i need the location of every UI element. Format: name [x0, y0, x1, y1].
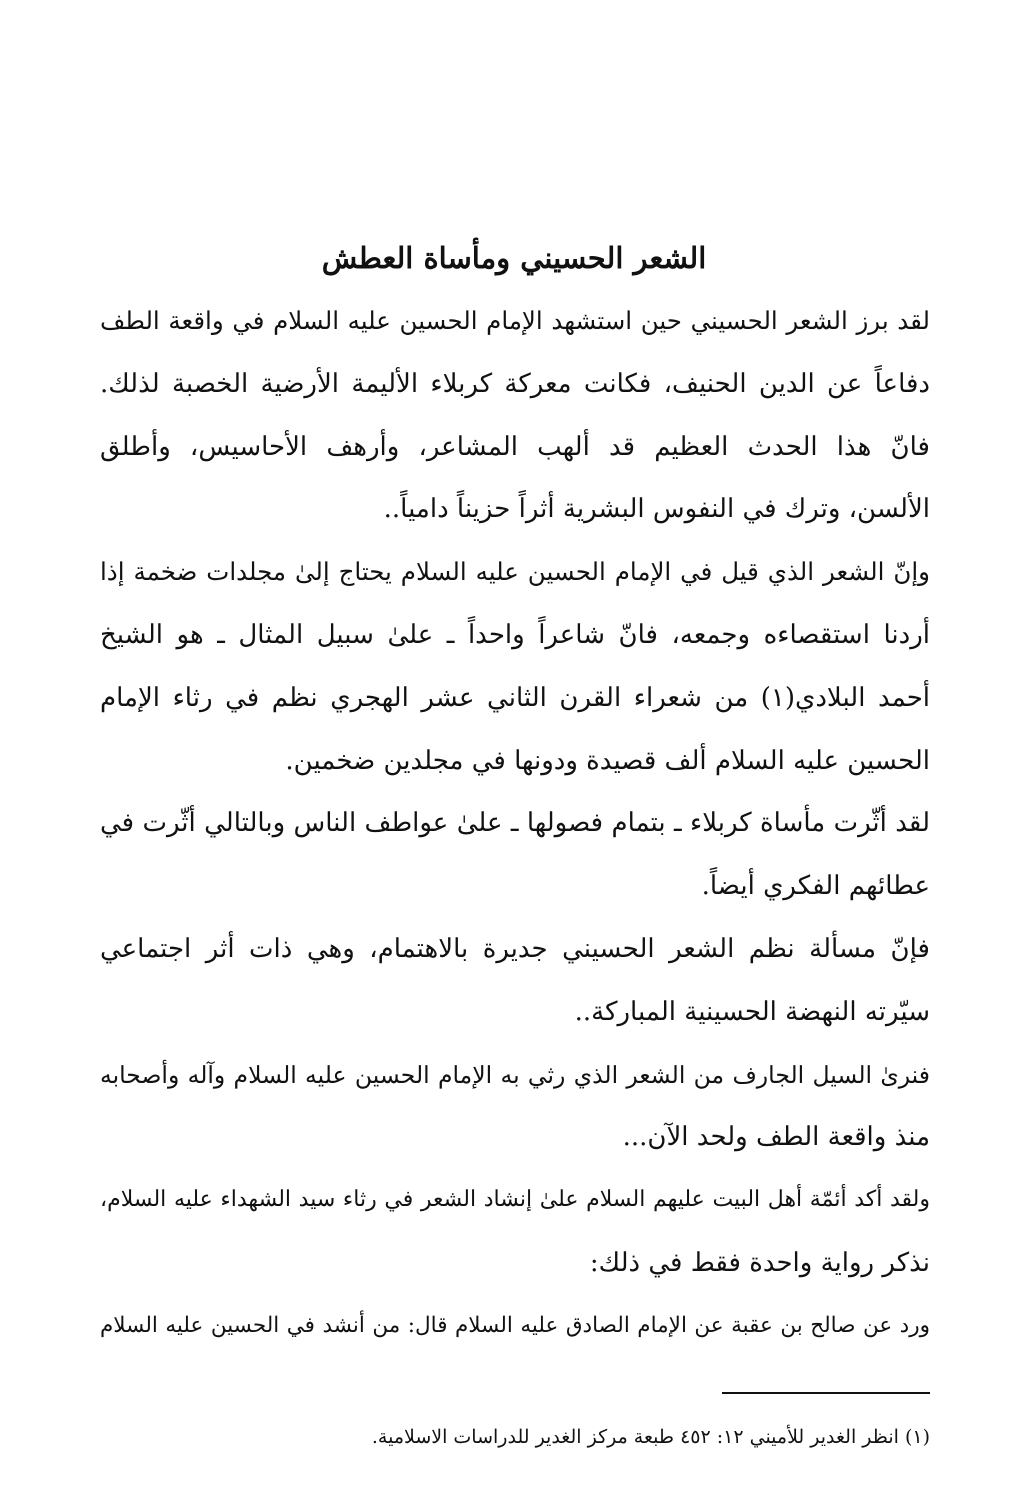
text-line: وإنّ الشعر الذي قيل في الإمام الحسين عليه السلام يحتاج إلىٰ مجلدات ضخمة إذا [100, 557, 930, 587]
body-text [100, 290, 930, 1358]
text-line: لقد أثّرت مأساة كربلاء ـ بتمام فصولها ـ علىٰ عواطف الناس وبالتالي أثّرت في [100, 808, 930, 839]
text-line: فانّ هذا الحدث العظيم قد ألهب المشاعر، وأرهف الأحاسيس، وأطلق [100, 431, 930, 462]
text-line: ولقد أكد أئمّة أهل البيت عليهم السلام علىٰ إنشاد الشعر في رثاء سيد الشهداء عليه السلام، [100, 1187, 930, 1213]
text-line: سيّرته النهضة الحسينية المباركة.. [574, 996, 930, 1027]
text-line: فنرىٰ السيل الجارف من الشعر الذي رثي به الإمام الحسين عليه السلام وآله وأصحابه [100, 1060, 930, 1089]
text-line: أردنا استقصاءه وجمعه، فانّ شاعراً واحداً ـ علىٰ سبيل المثال ـ هو الشيخ [100, 619, 930, 650]
text-line: نذكر رواية واحدة فقط في ذلك: [589, 1247, 930, 1278]
page-title: الشعر الحسيني ومأساة العطش [321, 241, 707, 275]
text-line: دفاعاً عن الدين الحنيف، فكانت معركة كربلاء الأليمة الأرضية الخصبة لذلك. [100, 368, 930, 399]
text-line: لقد برز الشعر الحسيني حين استشهد الإمام الحسين عليه السلام في واقعة الطف [100, 306, 930, 335]
text-line: عطائهم الفكري أيضاً. [701, 871, 930, 902]
footnote: (١) انظر الغدير للأميني ١٢: ٤٥٢ طبعة مركز الغدير للدراسات الاسلامية. [371, 1426, 930, 1448]
text-line: أحمد البلادي(١) من شعراء القرن الثاني عشر الهجري نظم في رثاء الإمام [100, 682, 930, 713]
text-line: فإنّ مسألة نظم الشعر الحسيني جديرة بالاهتمام، وهي ذات أثر اجتماعي [100, 933, 930, 964]
text-line: ورد عن صالح بن عقبة عن الإمام الصادق عليه السلام قال: من أنشد في الحسين عليه السلام [100, 1312, 930, 1338]
footnote-divider [722, 1392, 930, 1394]
text-line: الألسن، وترك في النفوس البشرية أثراً حزيناً دامياً.. [383, 494, 930, 525]
text-line: الحسين عليه السلام ألف قصيدة ودونها في مجلدين ضخمين. [285, 745, 930, 776]
text-line: منذ واقعة الطف ولحد الآن... [622, 1122, 930, 1153]
